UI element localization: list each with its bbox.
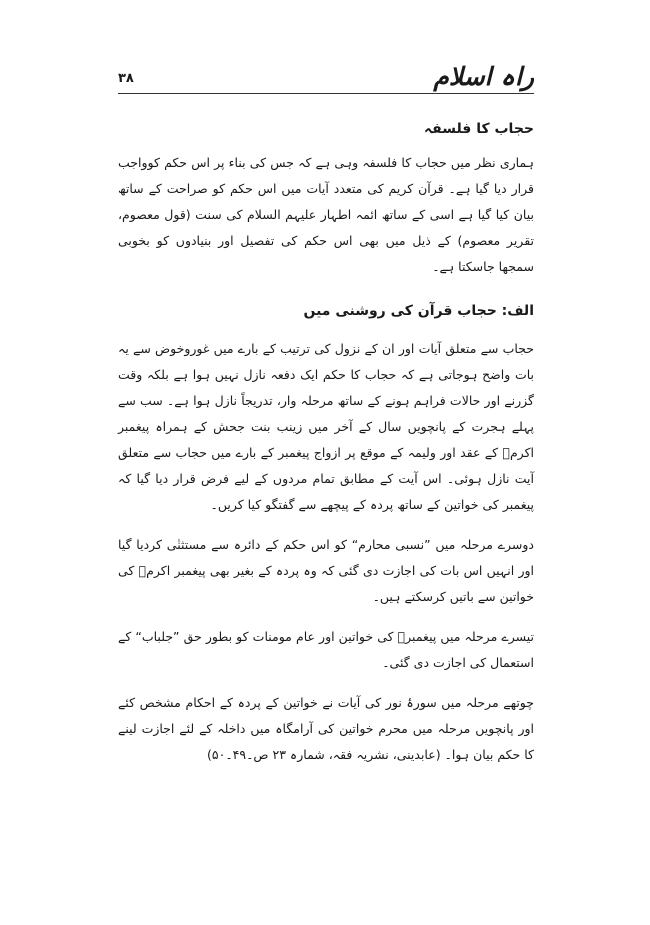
section-heading: حجاب کا فلسفہ: [423, 121, 534, 137]
body-paragraph: حجاب سے متعلق آیات اور ان کے نزول کی ترتیب کے بارے میں غوروخوض سے یہ بات واضح ہوجاتی ہے کہ حجاب کا حکم ایک دفعہ نازل نہیں ہوا ہے بلکہ وقت گزرنے اور حالات فراہم ہونے کے ساتھ مرحلہ وار، تدریجاً نازل ہوا ہے۔ سب سے پہلے ہجرت کے پانچویں سال کے آخر میں زینب بنت جحش کے ہمراہ پیغمبر اکرمؐ کے عقد اور ولیمہ کے موقع پر ازواج پیغمبر کے بارے میں حجاب سے متعلق آیت نازل ہوئی۔ اس آیت کے مطابق تمام مردوں کے لیے فرض قرار دیا گیا کہ پیغمبر کی خواتین کے ساتھ پردہ کے پیچھے سے گفتگو کیا کریں۔: [118, 341, 534, 512]
subsection-heading: الف: حجاب قرآن کی روشنی میں: [303, 303, 534, 319]
page-content: [118, 114, 534, 768]
body-paragraph: دوسرے مرحلہ میں ”نسبی محارم“ کو اس حکم کے دائرہ سے مستثنٰی کردیا گیا اور انہیں اس بات کی اجازت دی گئی کہ وہ پردہ کے بغیر بھی پیغمبر اکرمؐ کی خواتین سے باتیں کرسکتے ہیں۔: [118, 537, 534, 604]
page-number: ۳۸: [118, 71, 134, 86]
header-divider: [118, 93, 534, 94]
intro-paragraph: ہماری نظر میں حجاب کا فلسفہ وہی ہے کہ جس کی بناء پر اس حکم کوواجب قرار دیا گیا ہے۔ قرآن کریم کی متعدد آیات میں اس حکم کو صراحت کے ساتھ بیان کیا گیا ہے اسی کے ساتھ ائمہ اطہار علیہم السلام کی سنت (قول معصوم، تقریر معصوم) کے ذیل میں بھی اس حکم کی تفصیل اور بنیادوں کو بخوبی سمجھا جاسکتا ہے۔: [118, 155, 534, 274]
body-paragraph: چوتھے مرحلہ میں سورۂ نور کی آیات نے خواتین کے پردہ کے احکام مشخص کئے اور پانچویں مرحلہ میں محرم خواتین کی آرامگاہ میں داخلہ کے لئے اجازت لینے کا حکم بیان ہوا۔ (عابدینی، نشریہ فقہ، شمارہ ۲۳ ص۔۴۹۔۵۰): [118, 695, 534, 762]
running-header-title: راہ اسلام: [433, 62, 534, 91]
page-header: [118, 52, 534, 92]
body-paragraph: تیسرے مرحلہ میں پیغمبرؐ کی خواتین اور عام مومنات کو بطور حق ”جلباب“ کے استعمال کی اجازت دی گئی۔: [118, 629, 534, 670]
